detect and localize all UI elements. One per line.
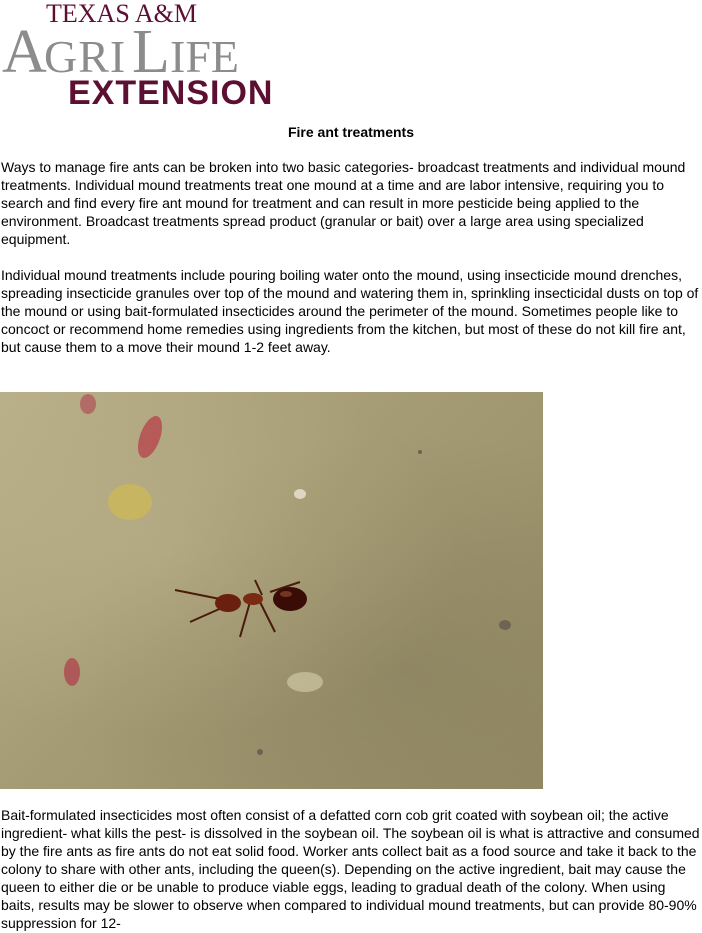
svg-text:GRI: GRI (44, 31, 127, 82)
svg-text:L: L (132, 18, 170, 86)
svg-text:IFE: IFE (170, 31, 239, 82)
intro-paragraph: Ways to manage fire ants can be broken into two basic categories- broadcast treatments and individual mound treatments. Individual mound treatments treat one mound at a time and are labor intensive, requiring you to search and find every fire ant mound for treatment and can result in more pesticide being applied to the environment. Broadcast treatments spread product (granular or bait) over a large area using specialized equipment. (1, 159, 686, 247)
page-title: Fire ant treatments (287, 124, 415, 140)
mound-treatments-paragraph: Individual mound treatments include pouring boiling water onto the mound, using insecticide mound drenches, spreading insecticide granules over top of the mound and watering them in, sprinkling insecticidal dusts on top of the mound or using bait-formulated insecticides around the perimeter of the mound. Sometimes people like to concoct or recommend home remedies using ingredients from the kitchen, but most of these do not kill fire ant, but cause them to a move their mound 1-2 feet away. (1, 267, 699, 355)
svg-text:A: A (2, 18, 45, 86)
fire-ant-illustration (0, 392, 543, 789)
logo-graphic (0, 0, 300, 110)
svg-text:EXTENSION: EXTENSION (68, 74, 274, 110)
fire-ant-photo (0, 392, 543, 789)
svg-text:TEXAS A&M: TEXAS A&M (46, 0, 197, 28)
bait-paragraph: Bait-formulated insecticides most often consist of a defatted corn cob grit coated with soybean oil; the active ingredient- what kills the pest- is dissolved in the soybean oil. The soybean oil is what is attractive and consumed by the fire ants as fire ants do not eat solid food. Worker ants collect bait as a food source and take it back to the colony to share with other ants, including the queen(s). Depending on the active ingredient, bait may cause the queen to either die or be unable to produce viable eggs, leading to gradual death of the colony. When using baits, results may be slower to observe when compared to individual mound treatments, but can provide 80-90% suppression for 12- (1, 807, 700, 931)
agrilife-extension-logo (0, 0, 300, 110)
